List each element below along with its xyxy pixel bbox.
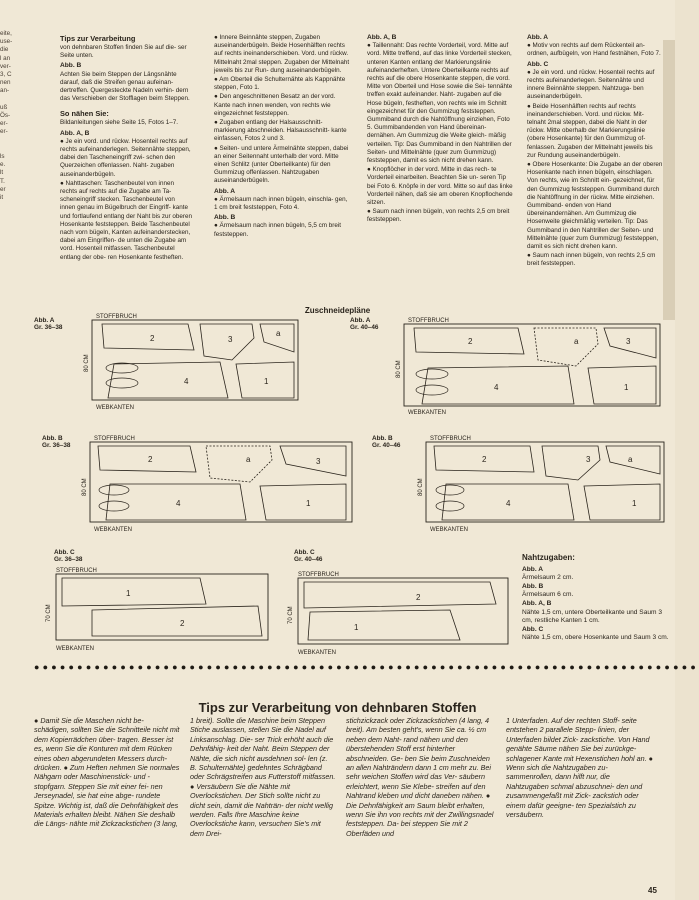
saum-text: ● Saum nach innen bügeln, von rechts 2,5 cm breit feststeppen. bbox=[367, 208, 510, 224]
fragment-line: Ös- bbox=[0, 112, 11, 120]
piece-label: 2 bbox=[482, 455, 487, 464]
width-label: 80 CM bbox=[418, 478, 424, 496]
nahtzugaben-box bbox=[522, 554, 672, 643]
instructions-column-4 bbox=[527, 34, 663, 270]
fragment-line: use- bbox=[0, 38, 13, 46]
webkanten-label: WEBKANTEN bbox=[408, 410, 447, 416]
motiv-text: ● Motiv von rechts auf dem Rückenteil an- ordnen, aufbügeln, von Hand festnähen, Foto 7. bbox=[527, 42, 661, 58]
cutting-plan-a-40-46 bbox=[348, 312, 668, 417]
piece-label: 4 bbox=[506, 499, 511, 508]
knopfloecher-text: ● Knopflöcher in der vord. Mitte in das rech- te Vorderteil einarbeiten. Beachten Sie un- seren Tip bei Foto 6. Knöpfe in der vord. Mitte so auf das linke Vorderteil nähen, daß sie am oberen Knopflochende sitzen. bbox=[367, 166, 513, 207]
tips-column-4 bbox=[506, 716, 654, 819]
piece-label: 2 bbox=[150, 334, 155, 343]
piece-label: a bbox=[628, 455, 633, 464]
tips-column-1 bbox=[34, 716, 180, 829]
cutting-plan-b-40-46 bbox=[370, 430, 668, 535]
width-label: 70 CM bbox=[288, 606, 294, 624]
fragment-line bbox=[0, 137, 16, 145]
piece-label: 4 bbox=[494, 383, 499, 392]
cutting-plan-c-36-38 bbox=[46, 544, 277, 654]
piece-label: 2 bbox=[148, 455, 153, 464]
schulternaehte-text: ● Am Oberteil die Schulternähte als Kappnähte steppen, Foto 1. bbox=[214, 76, 346, 92]
intro-text: von dehnbaren Stoffen finden Sie auf die- ser Seite unten. bbox=[60, 44, 187, 60]
column-title: Tips zur Verarbeitung bbox=[60, 34, 136, 43]
abb-ab-heading: Abb. A, B bbox=[367, 34, 397, 41]
abb-ab-heading: Abb. A, B bbox=[60, 129, 90, 137]
nahtzugaben-title: Nahtzugaben: bbox=[522, 553, 575, 562]
stoffbruch-label: STOFFBRUCH bbox=[94, 436, 135, 442]
webkanten-label: WEBKANTEN bbox=[298, 650, 337, 656]
abb-a-heading: Abb. A bbox=[214, 187, 235, 195]
piece-label: 1 bbox=[126, 589, 131, 598]
piece-label: 1 bbox=[354, 623, 359, 632]
page-number: 45 bbox=[648, 886, 657, 895]
so-naehen-sub: Bildanleitungen siehe Seite 15, Fotos 1–7. bbox=[60, 119, 178, 127]
width-label: 80 CM bbox=[82, 478, 88, 496]
halsausschnitt-text: ● Zugaben entlang der Halsausschnitt- markierung abschneiden. Halsausschnitt- kante einfassen, Fotos 2 und 3. bbox=[214, 119, 347, 143]
diagram-abb: Abb. B bbox=[372, 435, 393, 442]
webkanten-label: WEBKANTEN bbox=[94, 527, 133, 533]
abb-a-heading: Abb. A bbox=[527, 34, 548, 41]
piece-label: a bbox=[574, 337, 579, 346]
nz-key: Abb. B bbox=[522, 582, 544, 590]
width-label: 70 CM bbox=[46, 604, 52, 622]
fragment-line: 3, C bbox=[0, 71, 12, 79]
fragment-line: nen bbox=[0, 79, 11, 87]
saum-c-text: ● Saum nach innen bügeln, von rechts 2,5 cm breit feststeppen. bbox=[527, 252, 656, 268]
hosenteil-text: ● Je ein vord. und rückw. Hosenteil rechts auf rechts aufeinanderlegen. Seitennähte und innere Beinnähte steppen. Nahtzuga- ben auseinanderbügeln. bbox=[527, 68, 655, 101]
right-page-edge bbox=[663, 40, 675, 320]
cutting-plan-a-36-38 bbox=[32, 312, 307, 417]
piece-label: 1 bbox=[624, 383, 629, 392]
mittelnaht-text: ● Beide Hosenhälften rechts auf rechts ineinanderschieben. Vord. und rückw. Mit- telnaht 2mal steppen, dabei die Naht in der rückw. Mitte oberhalb der Markierungslinie (obere Hosenkante) für den Gummizug of- fenlassen. Zugaben der Mittelnaht jeweils bis zur Rundung auseinanderbügeln. bbox=[527, 102, 653, 159]
webkanten-label: WEBKANTEN bbox=[96, 405, 135, 411]
nz-value: Nähte 1,5 cm, untere Oberteilkante und Saum 3 cm, restliche Kanten 1 cm. bbox=[522, 608, 663, 625]
piece-label: 1 bbox=[306, 499, 311, 508]
diagram-size: Gr. 36–38 bbox=[42, 442, 71, 449]
fragment-line: er bbox=[0, 185, 6, 193]
fragment-line: T. bbox=[0, 177, 5, 185]
nz-value: Ärmelsaum 2 cm. bbox=[522, 574, 574, 582]
fragment-line: it bbox=[0, 194, 4, 202]
fragment-line: er- bbox=[0, 128, 8, 136]
diagram-abb: Abb. C bbox=[294, 549, 315, 556]
diagram-abb: Abb. B bbox=[42, 435, 63, 442]
nz-value: Ärmelsaum 6 cm. bbox=[522, 591, 574, 599]
stoffbruch-label: STOFFBRUCH bbox=[298, 572, 339, 578]
tips-column-3 bbox=[346, 716, 496, 838]
width-label: 80 CM bbox=[396, 360, 402, 378]
left-page-fragment bbox=[0, 30, 16, 202]
seitennaehte-text: ● Je ein vord. und rückw. Hosenteil rechts auf rechts aufeinanderlegen. Seitennähte steppen, dabei den Tascheneingriff zwi- schen den Querzeichen offenlassen. Naht- zugaben auseinanderbügeln. bbox=[60, 137, 191, 178]
nahttaschen-text: ● Nahttaschen: Taschenbeutel von innen rechts auf rechts auf die Zugabe am Ta- scheneingriff stecken. Taschenbeutel von innen genau im Bügelbruch der Eingriff- kante und fortlaufend entlang der Naht bis zur oberen Hosenkante feststeppen. Beide Taschenbeutel nach vorn bügeln, Kanten aufeinanderstecken, dabei am Eingriffen- de unten die Zugabe am vord. Hosenteil mitfassen. Taschenbeutel entlang der obe- ren Hosenkante festheften. bbox=[60, 179, 192, 261]
nz-key: Abb. A, B bbox=[522, 599, 552, 607]
beinnaehte-text: ● Innere Beinnähte steppen, Zugaben auseinanderbügeln. Beide Hosenhälften rechts auf rechts ineinanderschieben. Vord. und rückw. Mittelnaht 2mal steppen. Zugaben der Mittelnaht jeweils bis zur Run- dung auseinanderbügeln. bbox=[214, 34, 350, 74]
tips-text: ● Damit Sie die Maschen nicht be- schädigen, sollten Sie die Schnitteile nicht mit dem Kopierrädchen über- tragen. Besser ist es, wenn Sie die Konturen mit dem Rücken eines oben abgerundeten Messers durch- drücken. ● Zum Heften nehmen Sie normales Nähgarn oder Maschinenstick- und -stopfgarn. Steppen Sie mit einer fei- nen Jerseynadel, sie hat eine abge- rundete Spitze. Wichtig ist, daß die Dehnfähigkeit des Materials erhalten bleibt. Nähen Sie deshalb die Längs- nähte mit Zickzackstichen (3 lang, bbox=[34, 716, 180, 829]
diagram-abb: Abb. A bbox=[350, 317, 371, 324]
diagram-size: Gr. 40–46 bbox=[372, 442, 401, 449]
obere-hosenkante-text: ● Obere Hosenkante: Die Zugabe an der oberen Hosenkante nach innen bügeln, einschlagen. Von rechts, wie im Schnitt ein- gezeichnet, für den Gummizug feststeppen. Gummiband durch die Nahtöffnung in der rückw. Mitte einziehen. Gummiband- enden von Hand übereinandernähen. Am Gummizug die Hosenweite gleichmäßig verteilen. Tip: Das Gummiband in den Nahtrillen der Seiten- und Mittelnähte (quer zum Gummizug) feststeppen, damit es sich nicht drehen kann. bbox=[527, 161, 663, 251]
instructions-column-2 bbox=[214, 34, 352, 240]
tips-text: 1 Unterfaden. Auf der rechten Stoff- seite entstehen 2 parallele Stepp- linien, der Unterfaden bildet Zick- zackstiche. Von Hand genähte Säume nähen Sie bei zurückge- schlagener Kante mit Hexenstichen hohl an. ● Wenn sich die Nahtzugaben zu- sammenrollen, dann hilft nur, die Nahtzugaben schmal abzuschnei- den und zusammengefaßt mit Zick- zackstich oder einem dafür geeigne- ten Spezialstich zu versäubern. bbox=[506, 716, 653, 820]
besatz-text: ● Den angeschnittenen Besatz an der vord. Kante nach innen wenden, von rechts wie eingezeichnet feststeppen. bbox=[214, 93, 336, 117]
piece-label: 2 bbox=[416, 593, 421, 602]
tips-text: 1 breit). Sollte die Maschine beim Steppen Stiche auslassen, stellen Sie die Nadel auf Linksanschlag. Die- ser Trick erhöht auch die Dehnfähig- keit der Naht. Beim Steppen der Nähte, die sich nicht ausdehnen sol- len (z. B. Schulternähte) gedehntes Schrägband oder Schrägstreifen aus Futterstoff mitfassen. ● Versäubern Sie die Nähte mit Overlockstichen. Der Stich sollte nicht zu dicht sein, damit die Nahträn- der nicht wellig werden. Falls Ihre Maschine keine Overlockstiche kann, versuchen Sie's mit dem Drei- bbox=[190, 716, 336, 838]
fragment-line bbox=[0, 145, 16, 153]
fragment-line: eite, bbox=[0, 30, 12, 37]
diagram-abb: Abb. C bbox=[54, 549, 75, 556]
fragment-line: e. bbox=[0, 161, 6, 169]
stoffbruch-label: STOFFBRUCH bbox=[56, 568, 97, 574]
piece-label: 2 bbox=[180, 619, 185, 628]
stoffbruch-label: STOFFBRUCH bbox=[408, 318, 449, 324]
fragment-line bbox=[0, 96, 16, 104]
piece-label: a bbox=[276, 329, 281, 338]
fragment-line: ver- bbox=[0, 62, 11, 70]
piece-label: 4 bbox=[184, 377, 189, 386]
diagram-size: Gr. 36–38 bbox=[54, 556, 83, 563]
abb-b-text: Achten Sie beim Steppen der Längsnähte darauf, daß die Streifen genau aufeinan- dertreffen. Quergesteckte Nadeln verhin- dern das Verschieben der Stofflagen beim Steppen. bbox=[60, 70, 190, 103]
zuschneideplaene-title: Zuschneidepläne bbox=[304, 306, 371, 315]
nz-key: Abb. C bbox=[522, 625, 544, 633]
nz-key: Abb. A bbox=[522, 565, 543, 573]
piece-label: 1 bbox=[632, 499, 637, 508]
instructions-column-3 bbox=[367, 34, 515, 226]
piece-label: 3 bbox=[626, 337, 631, 346]
instructions-column-1 bbox=[60, 34, 192, 263]
nz-value: Nähte 1,5 cm, obere Hosenkante und Saum 3 cm. bbox=[522, 634, 669, 642]
webkanten-label: WEBKANTEN bbox=[56, 646, 95, 652]
abb-c-heading: Abb. C bbox=[527, 60, 549, 68]
diagram-size: Gr. 40–46 bbox=[350, 324, 379, 331]
fragment-line: die bbox=[0, 46, 9, 54]
piece-label: 3 bbox=[316, 457, 321, 466]
cutting-plan-b-36-38 bbox=[40, 430, 360, 535]
diagram-size: Gr. 36–38 bbox=[34, 324, 63, 331]
cutting-plan-c-40-46 bbox=[290, 544, 515, 659]
piece-label: a bbox=[246, 455, 251, 464]
stoffbruch-label: STOFFBRUCH bbox=[96, 314, 137, 320]
diagram-abb: Abb. A bbox=[34, 317, 55, 324]
fragment-line: uß bbox=[0, 103, 8, 111]
tips-title: Tips zur Verarbeitung von dehnbaren Stoffen bbox=[198, 700, 477, 715]
piece-label: 3 bbox=[586, 455, 591, 464]
webkanten-label: WEBKANTEN bbox=[430, 527, 469, 533]
width-label: 80 CM bbox=[84, 354, 90, 372]
so-naehen-title: So nähen Sie: bbox=[60, 109, 109, 119]
fragment-line: er- bbox=[0, 120, 8, 128]
piece-label: 3 bbox=[228, 335, 233, 344]
abb-b-heading: Abb. B bbox=[60, 62, 82, 70]
fragment-line: ls bbox=[0, 153, 5, 161]
piece-label: 4 bbox=[176, 499, 181, 508]
fragment-line: l an bbox=[0, 54, 11, 62]
seitennaehte-armel-text: ● Seiten- und untere Ärmelnähte steppen, dabei an einer Seitennaht unterhalb der vord. Mitte einen Schlitz (unter Oberteilkante) für den Gummizug offenlassen. Nahtzugaben auseinanderbügeln. bbox=[214, 144, 349, 185]
tips-column-2 bbox=[190, 716, 336, 838]
fragment-line: an- bbox=[0, 87, 10, 95]
dotted-separator: ●●●●●●●●●●●●●●●●●●●●●●●●●●●●●●●●●●●●●●●●●●●●●●●●●●●●●●●●●●●●●●●●●●●●●●●●●●●●● bbox=[34, 662, 699, 672]
piece-label: 2 bbox=[468, 337, 473, 346]
piece-label: 1 bbox=[264, 377, 269, 386]
stoffbruch-label: STOFFBRUCH bbox=[430, 436, 471, 442]
tips-text: stichzickzack oder Zickzackstichen (4 lang, 4 breit). Am besten geht's, wenn Sie ca. ½ cm neben dem Naht- rand nähen und den überstehenden Stoff erst hinterher abschneiden. Ge- ben Sie beim Zuschneiden an allen Nahträndern dann 1 cm mehr zu. Bei sehr weichen Stoffen wird das Ver- säubern erleichtert, wenn Sie Klebe- streifen auf den Nahtrand kleben und dicht daneben nähen. ● Die Dehnfähigkeit am Saum bleibt erhalten, wenn Sie ihn von rechts mit der Zwillingsnadel feststeppen. Da- bei steppen Sie mit 2 Oberfäden und bbox=[346, 716, 494, 838]
armelsaum-b-text: ● Ärmelsaum nach innen bügeln, 5,5 cm breit feststeppen. bbox=[214, 222, 342, 238]
fragment-line: lt bbox=[0, 169, 4, 177]
diagram-size: Gr. 40–46 bbox=[294, 556, 323, 563]
abb-b-heading: Abb. B bbox=[214, 214, 236, 222]
armelsaum-a-text: ● Ärmelsaum nach innen bügeln, einschla- gen, 1 cm breit feststeppen, Foto 4. bbox=[214, 195, 348, 212]
taillennaht-text: ● Taillennaht: Das rechte Vorderteil, vord. Mitte auf vord. Mitte treffend, auf das linke Vorderteil stecken, unteren Kanten entlang der Markierungslinie aufeinanderheften. Untere Oberteilkante rechts auf rechts auf die obere Hosenkante steppen, die vord. Mitte von Oberteil und Hose sowie die Sei- tennähte treffen exakt aufeinander. Naht- zugaben auf die Hose bügeln, festheften, von rechts wie im Schnitt eingezeichnet für den Gummizug feststeppen. Gummiband durch die Nahtöffnung einziehen, Foto 5. Gummibandenden von Hand übereinan- dernähen. Am Gummizug die Weite gleich- mäßig verteilen. Tip: Das Gummiband in den Nahtrillen der Seiten- und Mittelnähte (quer zum Gummizug) feststeppen, damit es sich nicht drehen kann. bbox=[367, 42, 513, 165]
